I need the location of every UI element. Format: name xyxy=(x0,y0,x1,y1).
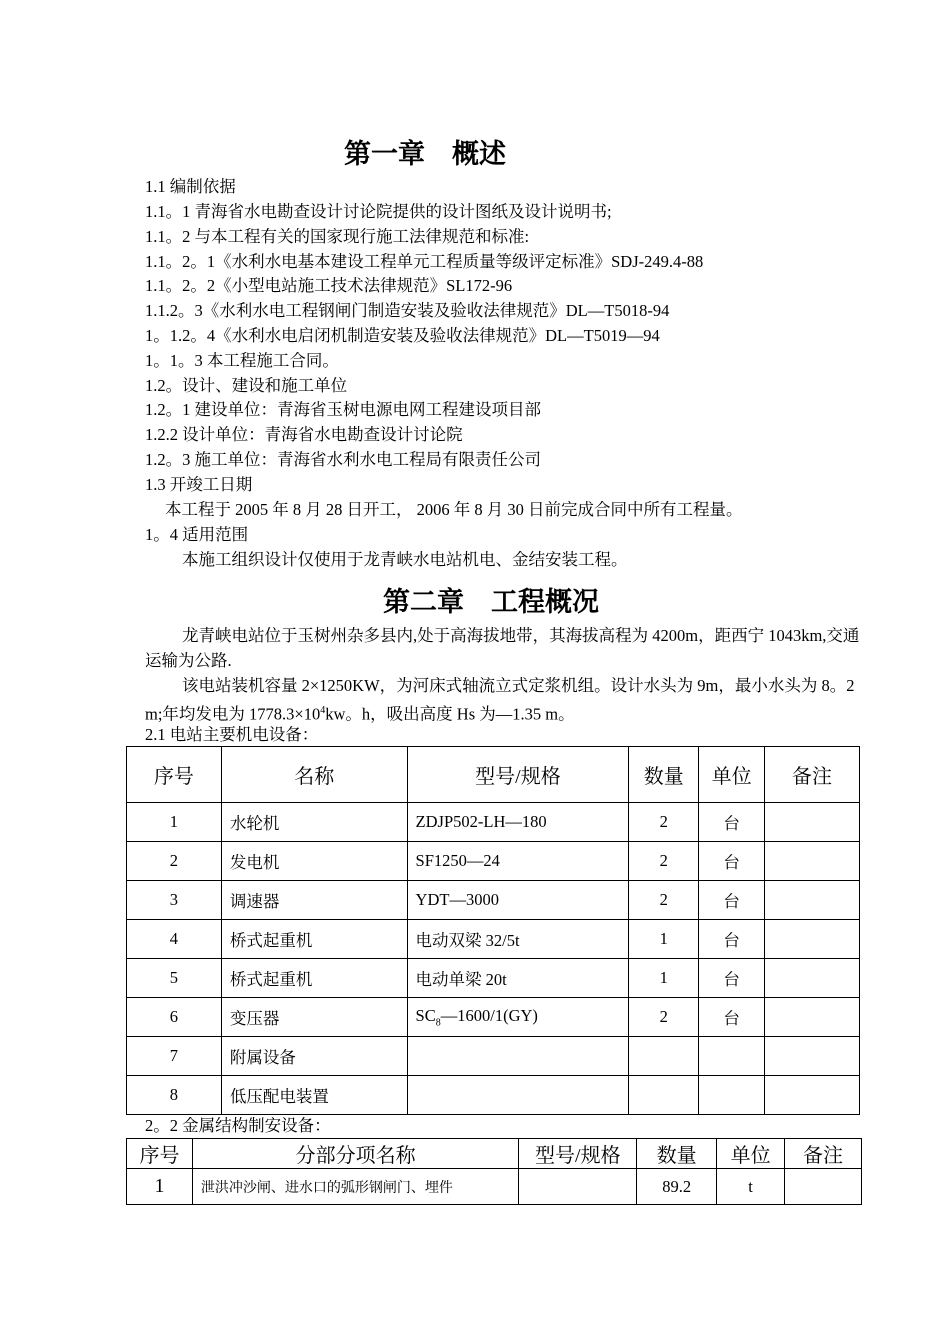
table-cell: 2 xyxy=(629,842,699,881)
table-cell: 2 xyxy=(629,803,699,842)
exponent: 4 xyxy=(320,705,326,716)
table-row xyxy=(127,881,860,920)
table-cell: 5 xyxy=(127,959,222,998)
table-row xyxy=(127,959,860,998)
text-line: 1。1.2。4《水利水电启闭机制造安装及验收法律规范》DL—T5019—94 xyxy=(145,326,660,345)
table-cell: 6 xyxy=(127,998,222,1037)
table-cell: 台 xyxy=(699,998,765,1037)
header-cell: 名称 xyxy=(221,747,407,803)
table-cell: 2 xyxy=(127,842,222,881)
header-cell: 型号/规格 xyxy=(407,747,629,803)
table-cell: ZDJP502-LH—180 xyxy=(407,803,629,842)
dates-text: 本工程于 2005 年 8 月 28 日开工， 2006 年 8 月 30 日前完成合同中所有工程量。 xyxy=(165,500,743,519)
table-cell xyxy=(765,959,860,998)
table-cell: 电动单梁 20t xyxy=(407,959,629,998)
table-cell: 3 xyxy=(127,881,222,920)
electromechanical-equipment-table xyxy=(126,746,860,1115)
table-cell: 1 xyxy=(127,1169,193,1205)
table-cell: SF1250—24 xyxy=(407,842,629,881)
table-cell: 4 xyxy=(127,920,222,959)
table-cell: 7 xyxy=(127,1037,222,1076)
header-cell: 单位 xyxy=(717,1139,785,1169)
table-cell: 泄洪冲沙闸、进水口的弧形钢闸门、埋件 xyxy=(192,1169,518,1205)
scope-heading: 1。4 适用范围 xyxy=(145,525,249,544)
table1-caption: 2.1 电站主要机电设备： xyxy=(145,725,319,744)
table-cell: 附属设备 xyxy=(221,1037,407,1076)
text-line: 1.3 开竣工日期 xyxy=(145,475,253,494)
capacity-text-a: 该电站装机容量 2×1250KW，为河床式轴流立式定浆机组。设计水头为 9m，最小水头为 8。2 m;年均发电为 1778.3×10 xyxy=(145,676,855,724)
header-cell: 型号/规格 xyxy=(519,1139,637,1169)
text-line: 1.1。2。1《水利水电基本建设工程单元工程质量等级评定标准》SDJ-249.4-88 xyxy=(145,252,704,271)
table-cell: 1 xyxy=(127,803,222,842)
metal-structure-table xyxy=(126,1138,862,1205)
table-cell: 桥式起重机 xyxy=(221,920,407,959)
transformer-model-cell xyxy=(407,998,629,1037)
capacity-paragraph xyxy=(145,673,861,727)
capacity-text-b: kw。h，吸出高度 Hs 为—1.35 m。 xyxy=(325,704,575,724)
chapter1-title: 第一章 概述 xyxy=(344,139,506,170)
table-cell: 低压配电装置 xyxy=(221,1076,407,1115)
table-cell xyxy=(765,1037,860,1076)
table-cell: 2 xyxy=(629,881,699,920)
text-line: 1.1。2。2《小型电站施工技术法律规范》SL172-96 xyxy=(145,276,513,295)
table-cell xyxy=(765,920,860,959)
table-row xyxy=(127,920,860,959)
table-row xyxy=(127,1169,862,1205)
table-cell: 桥式起重机 xyxy=(221,959,407,998)
overview-paragraph: 龙青峡电站位于玉树州杂多县内,处于高海拔地带，其海拔高程为 4200m，距西宁 1043km,交通运输为公路. xyxy=(145,626,860,670)
table-cell: 电动双梁 32/5t xyxy=(407,920,629,959)
text-line: 1.1。2 与本工程有关的国家现行施工法律规范和标准: xyxy=(145,227,530,246)
table-cell xyxy=(407,1076,629,1115)
text-line: 1.2.2 设计单位：青海省水电勘查设计讨论院 xyxy=(145,425,463,444)
table-cell: 台 xyxy=(699,920,765,959)
table2-caption: 2。2 金属结构制安设备： xyxy=(145,1116,331,1135)
table-cell xyxy=(765,881,860,920)
table-header-row xyxy=(127,747,860,803)
table-cell xyxy=(407,1037,629,1076)
table-cell xyxy=(629,1076,699,1115)
header-cell: 数量 xyxy=(629,747,699,803)
table-cell xyxy=(765,998,860,1037)
header-cell: 序号 xyxy=(127,1139,193,1169)
table-cell: 台 xyxy=(699,842,765,881)
table-cell: 8 xyxy=(127,1076,222,1115)
table-cell: 1 xyxy=(629,959,699,998)
table-cell: 水轮机 xyxy=(221,803,407,842)
table-row xyxy=(127,803,860,842)
table-cell: 89.2 xyxy=(637,1169,717,1205)
table-cell xyxy=(765,803,860,842)
text-line: 1.1。1 青海省水电勘查设计讨论院提供的设计图纸及设计说明书; xyxy=(145,202,612,221)
table-cell: 发电机 xyxy=(221,842,407,881)
table-cell: t xyxy=(717,1169,785,1205)
model-prefix: SC xyxy=(415,1005,436,1025)
table-cell: 2 xyxy=(629,998,699,1037)
text-line: 1.2。1 建设单位：青海省玉树电源电网工程建设项目部 xyxy=(145,400,541,419)
table-row xyxy=(127,1076,860,1115)
table-cell: 台 xyxy=(699,881,765,920)
header-cell: 序号 xyxy=(127,747,222,803)
table-row xyxy=(127,1037,860,1076)
table-cell xyxy=(699,1076,765,1115)
table-cell: 台 xyxy=(699,959,765,998)
model-suffix: —1600/1(GY) xyxy=(440,1005,538,1025)
chapter2-title: 第二章 工程概况 xyxy=(383,587,599,618)
table-cell xyxy=(785,1169,862,1205)
table-row xyxy=(127,842,860,881)
scope-text: 本施工组织设计仅使用于龙青峡水电站机电、金结安装工程。 xyxy=(182,550,628,569)
header-cell: 分部分项名称 xyxy=(192,1139,518,1169)
table-row xyxy=(127,998,860,1037)
table-cell: 变压器 xyxy=(221,998,407,1037)
table-cell: 1 xyxy=(629,920,699,959)
table-cell: 台 xyxy=(699,803,765,842)
table-cell xyxy=(629,1037,699,1076)
header-cell: 单位 xyxy=(699,747,765,803)
header-cell: 备注 xyxy=(765,747,860,803)
model-subscript: 8 xyxy=(435,1017,441,1029)
table-cell: 调速器 xyxy=(221,881,407,920)
text-line: 1.2。设计、建设和施工单位 xyxy=(145,376,348,395)
table-cell xyxy=(699,1037,765,1076)
header-cell: 数量 xyxy=(637,1139,717,1169)
table-cell xyxy=(765,1076,860,1115)
text-line: 1.1.2。3《水利水电工程钢闸门制造安装及验收法律规范》DL—T5018-94 xyxy=(145,301,670,320)
text-line: 1.1 编制依据 xyxy=(145,177,236,196)
table-cell xyxy=(519,1169,637,1205)
text-line: 1.2。3 施工单位：青海省水利水电工程局有限责任公司 xyxy=(145,450,541,469)
table-cell xyxy=(765,842,860,881)
text-line: 1。1。3 本工程施工合同。 xyxy=(145,351,339,370)
table-header-row xyxy=(127,1139,862,1169)
header-cell: 备注 xyxy=(785,1139,862,1169)
table-cell: YDT—3000 xyxy=(407,881,629,920)
